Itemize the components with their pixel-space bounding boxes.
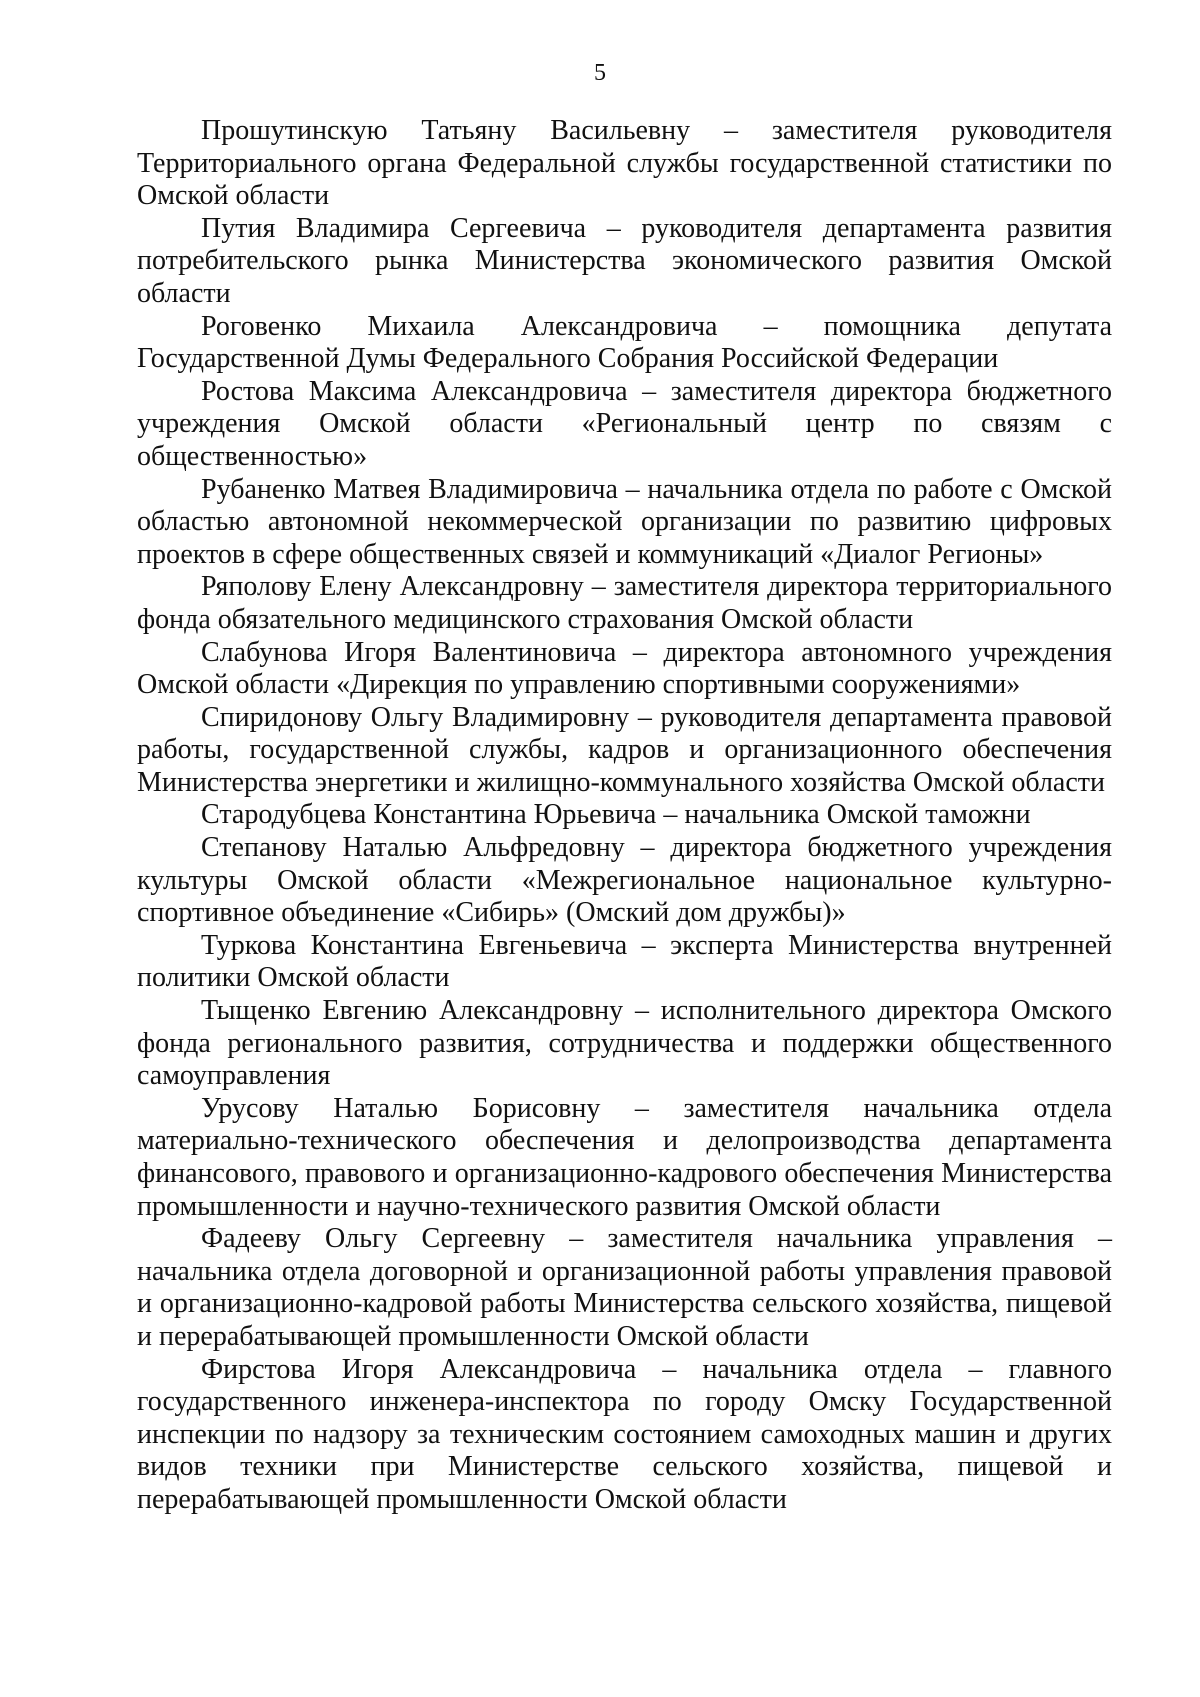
list-item: Рубаненко Матвея Владимировича – начальника отдела по работе с Омской областью автономной некоммерческой организации по развитию цифровых проектов в сфере общественных связей и коммуникаций «Диалог Регионы» [137, 473, 1112, 570]
page-number: 5 [594, 60, 606, 86]
list-item: Прошутинскую Татьяну Васильевну – заместителя руководителя Территориального органа Федеральной службы государственной статистики по Омской области [137, 115, 1112, 212]
list-item: Слабунова Игоря Валентиновича – директора автономного учреждения Омской области «Дирекция по управлению спортивными сооружениями» [137, 636, 1112, 701]
list-item: Туркова Константина Евгеньевича – эксперта Министерства внутренней политики Омской области [137, 929, 1112, 994]
list-item: Тыщенко Евгению Александровну – исполнительного директора Омского фонда регионального развития, сотрудничества и поддержки общественного самоуправления [137, 995, 1112, 1092]
list-item: Стародубцева Константина Юрьевича – начальника Омской таможни [201, 799, 1031, 831]
list-item: Фадееву Ольгу Сергеевну – заместителя начальника управления – начальника отдела договорной и организационной работы управления правовой и организационно-кадровой работы Министерства сельского хозяйства, пищевой и перерабатывающей промышленности Омской области [137, 1223, 1112, 1352]
entry-list [137, 115, 1112, 1517]
list-item: Фирстова Игоря Александровича – начальника отдела – главного государственного инженера-инспектора по городу Омску Государственной инспекции по надзору за техническим состоянием самоходных машин и других видов техники при Министерстве сельского хозяйства, пищевой и перерабатывающей промышленности Омской области [137, 1353, 1112, 1515]
list-item: Степанову Наталью Альфредовну – директора бюджетного учреждения культуры Омской области «Межрегиональное национальное культурно-спортивное объединение «Сибирь» (Омский дом дружбы)» [137, 832, 1112, 929]
list-item: Урусову Наталью Борисовну – заместителя начальника отдела материально-технического обеспечения и делопроизводства департамента финансового, правового и организационно-кадрового обеспечения Министерства промышленности и научно-технического развития Омской области [137, 1092, 1112, 1222]
list-item: Путия Владимира Сергеевича – руководителя департамента развития потребительского рынка Министерства экономического развития Омской области [137, 212, 1112, 309]
list-item: Роговенко Михаила Александровича – помощника депутата Государственной Думы Федерального Собрания Российской Федерации [137, 310, 1112, 375]
list-item: Ростова Максима Александровича – заместителя директора бюджетного учреждения Омской области «Региональный центр по связям с общественностью» [137, 375, 1112, 472]
list-item: Спиридонову Ольгу Владимировну – руководителя департамента правовой работы, государственной службы, кадров и организационного обеспечения Министерства энергетики и жилищно-коммунального хозяйства Омской области [137, 701, 1112, 798]
list-item: Ряполову Елену Александровну – заместителя директора территориального фонда обязательного медицинского страхования Омской области [137, 571, 1112, 635]
